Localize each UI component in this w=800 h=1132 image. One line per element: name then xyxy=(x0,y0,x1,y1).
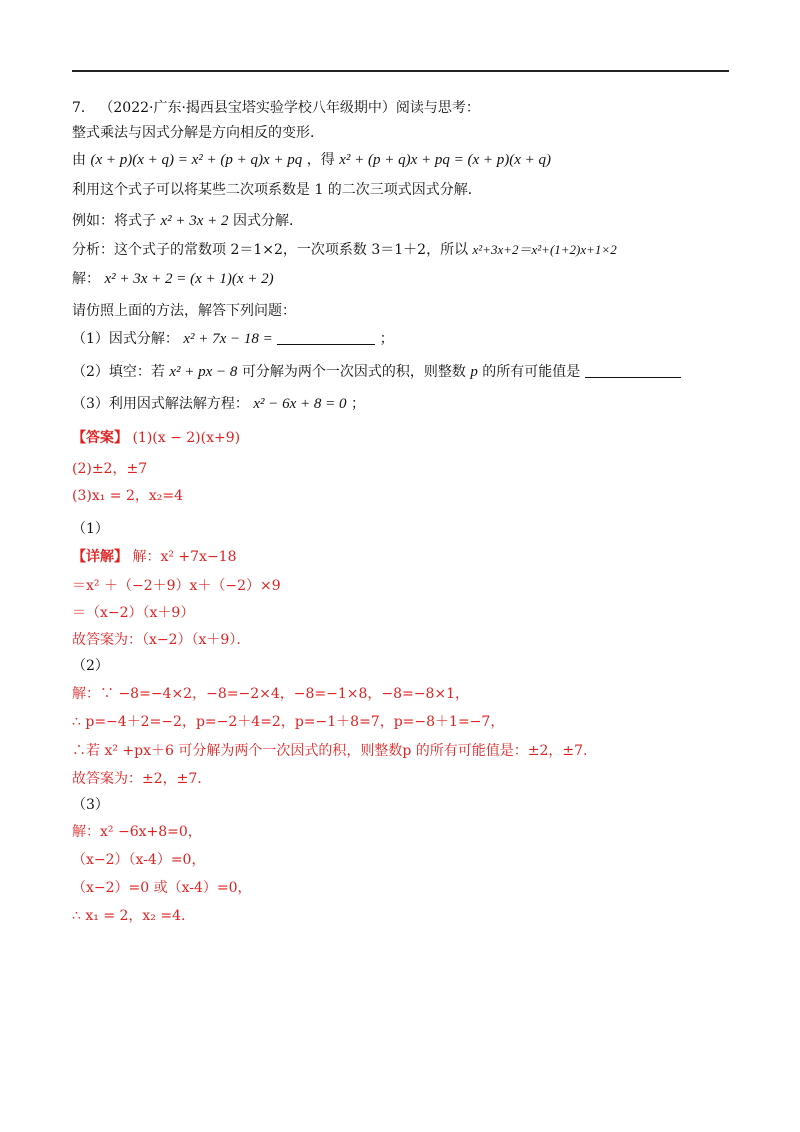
answer-label: 【答案】 xyxy=(72,430,128,446)
identity-line xyxy=(72,151,551,169)
header-rule xyxy=(72,70,729,72)
analysis-text: 分析：这个式子的常数项 2＝1×2，一次项系数 3＝1＋2，所以 xyxy=(72,242,469,258)
p2-mid: 可分解为两个一次因式的积，则整数 xyxy=(241,364,466,380)
detail-label: 【详解】 xyxy=(72,549,128,565)
answer-2: (2)±2，±7 xyxy=(72,461,148,477)
detail-d7: ∴若 x² +px＋6 可分解为两个一次因式的积，则整数p 的所有可能值是：±2，±7. xyxy=(72,743,588,759)
question-intro: 整式乘法与因式分解是方向相反的变形． xyxy=(72,125,324,141)
detail-d5: 解：∵ −8=−4×2，−8=−2×4，−8=−1×8，−8=−8×1， xyxy=(72,686,470,702)
example-prefix: 例如：将式子 xyxy=(72,213,156,229)
solution-expr: x² + 3x + 2 = (x + 1)(x + 2) xyxy=(104,271,274,287)
p3-suffix: ； xyxy=(351,396,366,412)
detail-part3-label: （3） xyxy=(72,797,109,813)
detail-d2: ＝x² ＋（−2＋9）x＋（−2）×9 xyxy=(72,578,281,594)
detail-d11: （x−2）=0 或（x-4）=0， xyxy=(72,880,252,896)
answer-1: (1)(x − 2)(x+9) xyxy=(132,430,241,446)
prompt: 请仿照上面的方法，解答下列问题： xyxy=(72,303,296,319)
identity-expr-2: x² + (p + q)x + pq = (x + p)(x + q) xyxy=(339,152,552,168)
example-line xyxy=(72,212,303,230)
detail-d8: 故答案为：±2，±7. xyxy=(72,771,202,787)
p2-var: p xyxy=(470,364,478,380)
identity-prefix: 由 xyxy=(72,152,86,168)
p3-expr: x² − 6x + 8 = 0 xyxy=(253,396,347,412)
part1-question xyxy=(72,330,394,348)
identity-expr-1: (x + p)(x + q) = x² + (p + q)x + pq xyxy=(90,152,303,168)
analysis-expr: x²+3x+2＝x²+(1+2)x+1×2 xyxy=(472,242,617,257)
detail-part2-label: （2） xyxy=(72,658,109,674)
p1-answer-blank[interactable] xyxy=(277,330,375,345)
p1-prefix: （1）因式分解： xyxy=(72,331,179,347)
p2-answer-blank[interactable] xyxy=(585,363,681,378)
example-expr: x² + 3x + 2 xyxy=(160,213,229,229)
detail-d3: ＝（x−2）（x＋9） xyxy=(72,605,195,621)
example-solution xyxy=(72,270,274,288)
detail-d1: 解：x² +7x−18 xyxy=(132,549,237,565)
part3-question xyxy=(72,395,365,413)
answer-line-1 xyxy=(72,429,240,447)
analysis-line xyxy=(72,241,617,259)
detail-d12: ∴ x₁ = 2，x₂ =4. xyxy=(72,908,186,924)
question-number: 7． xyxy=(72,100,95,116)
p1-suffix: ； xyxy=(379,331,394,347)
p3-prefix: （3）利用因式解法解方程： xyxy=(72,396,249,412)
solution-prefix: 解： xyxy=(72,271,100,287)
p2-prefix: （2）填空：若 xyxy=(72,364,165,380)
detail-d9: 解：x² −6x+8=0， xyxy=(72,824,202,840)
p2-suffix: 的所有可能值是 xyxy=(482,364,581,380)
detail-line-1 xyxy=(72,548,237,566)
part2-question xyxy=(72,363,681,381)
p1-expr: x² + 7x − 18 = xyxy=(183,331,273,347)
question-source: （2022·广东·揭西县宝塔实验学校八年级期中）阅读与思考： xyxy=(99,100,480,116)
identity-mid: ，得 xyxy=(306,152,335,168)
example-suffix: 因式分解． xyxy=(232,213,303,229)
answer-3: (3)x₁ = 2，x₂=4 xyxy=(72,488,184,504)
detail-d10: （x−2）（x-4）=0， xyxy=(72,852,206,868)
question-header xyxy=(72,99,480,117)
p2-expr: x² + px − 8 xyxy=(169,364,238,380)
use-note: 利用这个式子可以将某些二次项系数是 1 的二次三项式因式分解． xyxy=(72,182,482,198)
detail-d6: ∴ p=−4＋2=−2，p=−2＋4=2，p=−1＋8=7，p=−8＋1=−7， xyxy=(72,714,505,730)
detail-d4: 故答案为：（x−2）（x＋9）． xyxy=(72,632,251,648)
detail-part1-label: （1） xyxy=(72,521,109,537)
